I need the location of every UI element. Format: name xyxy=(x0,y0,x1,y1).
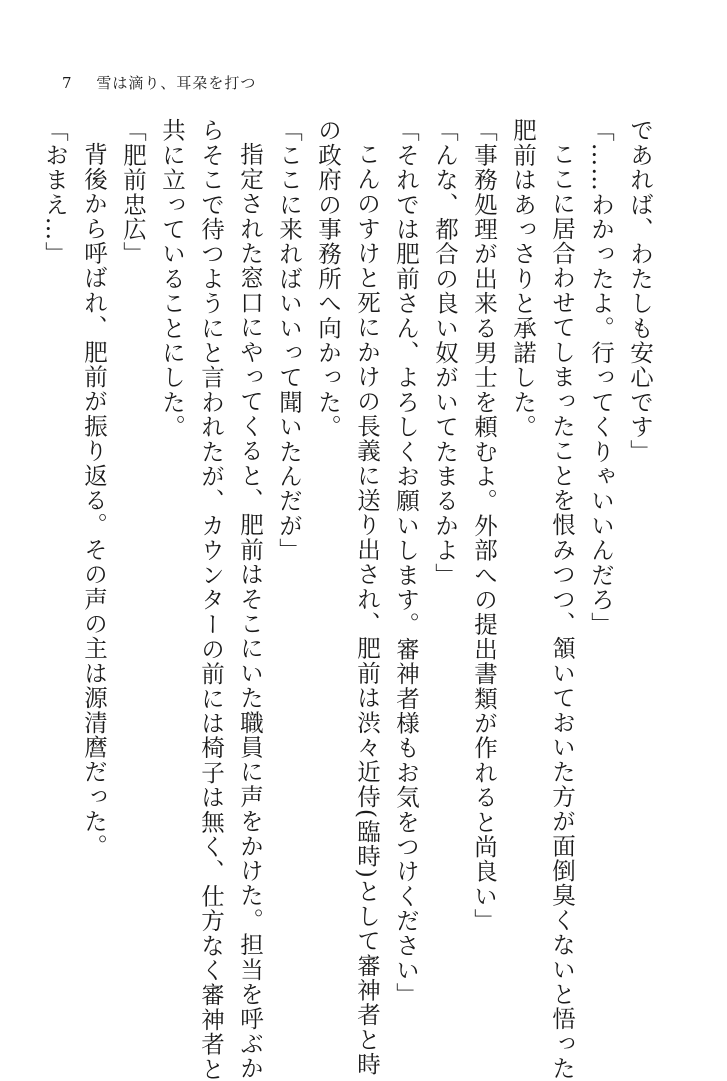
text-line: であれば、わたしも安心です」 xyxy=(626,118,654,464)
text-line: 「事務処理が出来る男士を頼むよ。外部への提出書類が作れると尚良い」 xyxy=(470,118,498,934)
chapter-title: 雪は滴り、耳朶を打つ xyxy=(96,74,257,92)
running-head xyxy=(62,72,256,93)
page-number: 7 xyxy=(62,74,73,92)
text-line: 共に立っていることにした。 xyxy=(158,118,186,440)
text-line: 「ここに来ればいいって聞いたんだが」 xyxy=(275,118,303,563)
text-line: 「……わかったよ。行ってくりゃいいんだろ」 xyxy=(587,118,615,637)
text-line: ここに居合わせてしまったことを恨みつつ、頷いておいた方が面倒臭くないと悟った xyxy=(548,141,576,1081)
vertical-body-text xyxy=(41,118,659,1081)
text-line: らそこで待つようにと言われたが、カウンターの前には椅子は無く、仕方なく審神者と xyxy=(197,118,225,1081)
text-line: の政府の事務所へ向かった。 xyxy=(314,118,342,440)
text-line: 「肥前忠広」 xyxy=(119,118,147,267)
text-line: 「んな、都合の良い奴がいてたまるかよ」 xyxy=(431,118,459,588)
text-line: 指定された窓口にやってくると、肥前はそこにいた職員に声をかけた。担当を呼ぶか xyxy=(236,141,264,1081)
text-line: こんのすけと死にかけの長義に送り出され、肥前は渋々近侍(臨時)として審神者と時 xyxy=(353,141,381,1077)
text-line: 「それでは肥前さん、よろしくお願いします。審神者様もお気をつけください」 xyxy=(392,118,420,1008)
text-line: 「おまえ…」 xyxy=(41,118,69,267)
text-line: 肥前はあっさりと承諾した。 xyxy=(509,118,537,440)
text-line: 背後から呼ばれ、肥前が振り返る。その声の主は源清麿だった。 xyxy=(80,141,108,858)
